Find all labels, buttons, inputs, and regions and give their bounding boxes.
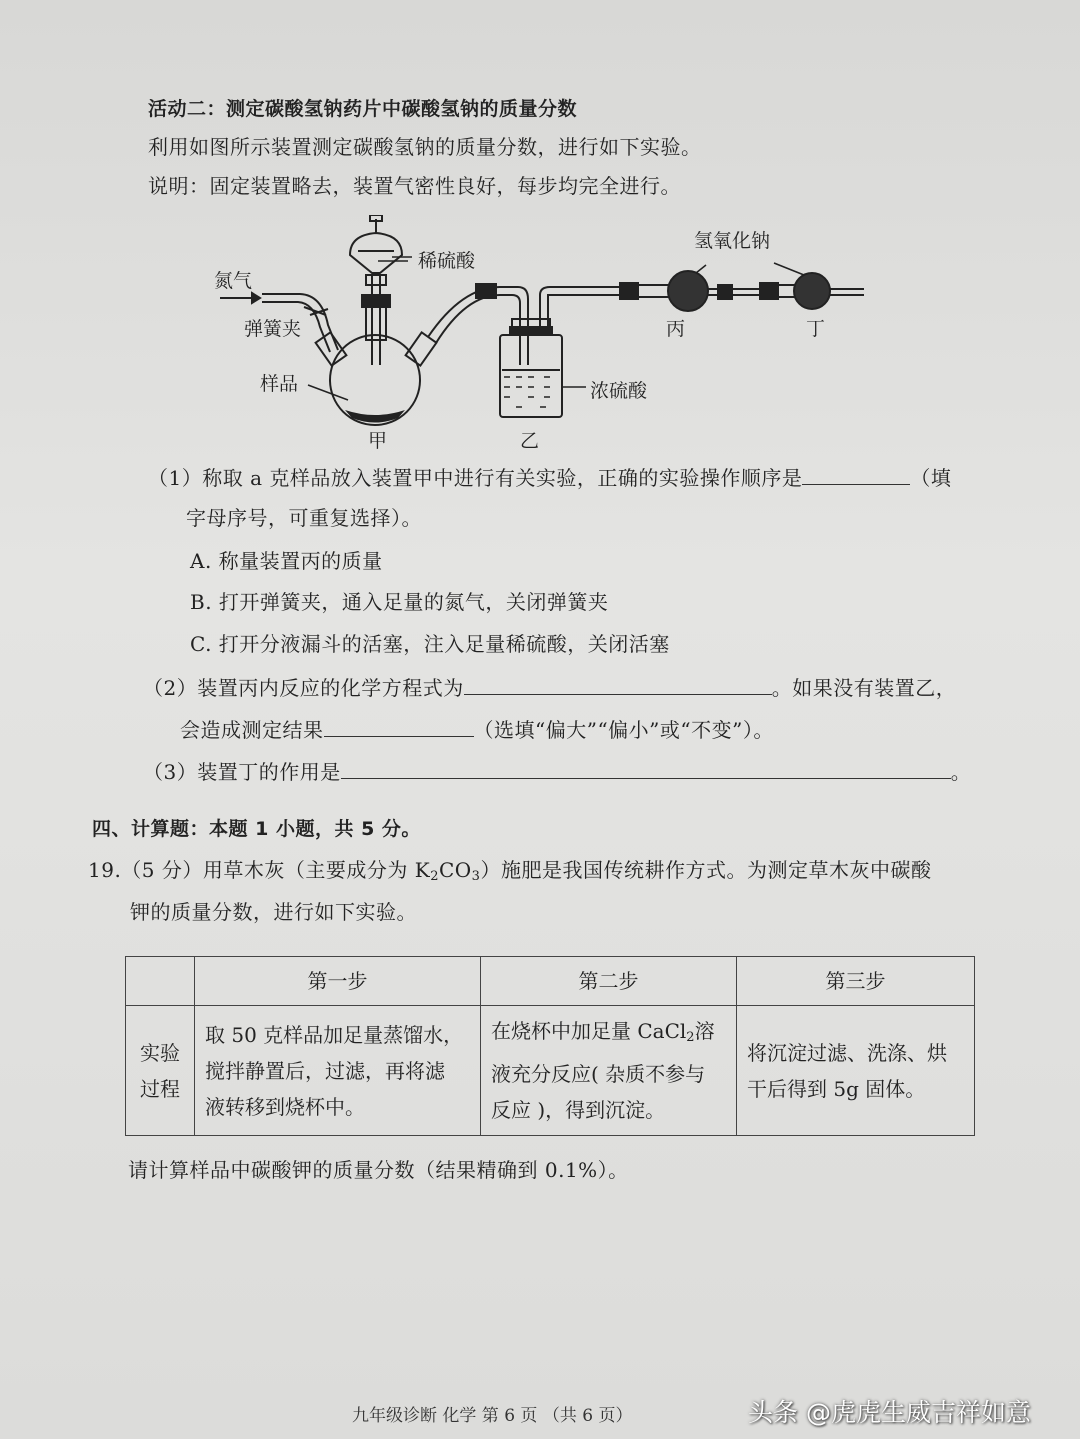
question-19 bbox=[88, 856, 931, 891]
label-ding: 丁 bbox=[806, 318, 826, 340]
watermark: 头条 @虎虎生威吉祥如意 bbox=[748, 1398, 1031, 1427]
table-cell-step2 bbox=[481, 1006, 737, 1136]
calc-prompt: 请计算样品中碳酸钾的质量分数（结果精确到 0.1%）。 bbox=[128, 1158, 629, 1182]
question-19-line2: 钾的质量分数，进行如下实验。 bbox=[130, 900, 417, 924]
step2-line3: 反应 )，得到沉淀。 bbox=[491, 1098, 666, 1122]
activity-title: 活动二：测定碳酸氢钠药片中碳酸氢钠的质量分数 bbox=[148, 98, 578, 120]
label-jia: 甲 bbox=[368, 430, 388, 452]
flask-jia bbox=[330, 335, 420, 425]
step3-line1: 将沉淀过滤、洗涤、烘 bbox=[747, 1040, 947, 1065]
table-row bbox=[126, 1006, 975, 1136]
row-label-line2: 过程 bbox=[140, 1076, 180, 1101]
step2-line2: 液充分反应( 杂质不参与 bbox=[491, 1062, 706, 1086]
answer-blank-3[interactable] bbox=[324, 714, 474, 737]
option-c: C. 打开分液漏斗的活塞，注入足量稀硫酸，关闭活塞 bbox=[190, 632, 670, 656]
question-2-line2-tail: （选填“偏大”“偏小”或“不变”）。 bbox=[473, 718, 774, 742]
question-1-tail: （填 bbox=[910, 466, 952, 490]
step2-line1-sub: 2 bbox=[686, 1030, 695, 1045]
question-2-line2 bbox=[180, 714, 774, 744]
answer-blank-2[interactable] bbox=[464, 672, 772, 695]
step1-line1: 取 50 克样品加足量蒸馏水， bbox=[205, 1022, 464, 1047]
answer-blank-1[interactable] bbox=[802, 462, 910, 485]
question-3-text: （3）装置丁的作用是 bbox=[143, 760, 341, 784]
table-header-step3: 第三步 bbox=[737, 957, 975, 1006]
bottle-yi bbox=[500, 335, 562, 417]
label-sample: 样品 bbox=[260, 373, 299, 395]
label-naoh: 氢氧化钠 bbox=[694, 230, 771, 252]
step1-line2: 搅拌静置后，过滤，再将滤 bbox=[205, 1058, 445, 1083]
drying-tube-bing bbox=[668, 271, 708, 311]
option-a: A. 称量装置丙的质量 bbox=[190, 549, 383, 573]
question-19-pre: 19.（5 分）用草木灰（主要成分为 K bbox=[88, 858, 431, 882]
label-conc-acid: 浓硫酸 bbox=[590, 380, 648, 402]
question-19-sub2: 3 bbox=[471, 869, 481, 884]
question-2-text: （2）装置丙内反应的化学方程式为 bbox=[143, 676, 464, 700]
question-19-mid: CO bbox=[438, 858, 472, 882]
table-header-row bbox=[126, 957, 975, 1006]
step1-line3: 液转移到烧杯中。 bbox=[205, 1094, 365, 1119]
question-2-tail: 。如果没有装置乙， bbox=[771, 676, 957, 700]
table-cell-step3 bbox=[737, 1006, 975, 1136]
drying-tube-ding bbox=[794, 273, 830, 309]
table-cell-step1 bbox=[195, 1006, 481, 1136]
step3-line2: 干后得到 5g 固体。 bbox=[747, 1076, 926, 1101]
question-1-text: （1）称取 a 克样品放入装置甲中进行有关实验，正确的实验操作顺序是 bbox=[148, 466, 803, 490]
label-clamp: 弹簧夹 bbox=[244, 318, 302, 340]
question-19-sub1: 2 bbox=[430, 869, 439, 884]
label-bing: 丙 bbox=[666, 318, 686, 340]
table-row-label bbox=[126, 1006, 195, 1136]
separatory-funnel bbox=[350, 233, 402, 273]
option-b: B. 打开弹簧夹，通入足量的氮气，关闭弹簧夹 bbox=[190, 590, 609, 614]
question-19-post: ）施肥是我国传统耕作方式。为测定草木灰中碳酸 bbox=[480, 858, 932, 882]
table-header-step2: 第二步 bbox=[481, 957, 737, 1006]
table-corner-cell bbox=[126, 957, 195, 1006]
step2-line1 bbox=[491, 1013, 726, 1056]
activity-intro: 利用如图所示装置测定碳酸氢钠的质量分数，进行如下实验。 bbox=[148, 135, 702, 159]
section-4-title: 四、计算题：本题 1 小题，共 5 分。 bbox=[92, 818, 421, 840]
page-footer: 九年级诊断 化学 第 6 页 （共 6 页） bbox=[352, 1406, 633, 1426]
label-nitrogen: 氮气 bbox=[214, 270, 253, 292]
apparatus-diagram bbox=[200, 215, 880, 455]
question-2-line2-pre: 会造成测定结果 bbox=[180, 718, 324, 742]
step2-line1-post: 溶 bbox=[694, 1019, 715, 1043]
question-3 bbox=[143, 756, 971, 786]
step2-line1-pre: 在烧杯中加足量 CaCl bbox=[491, 1019, 687, 1043]
answer-blank-4[interactable] bbox=[341, 756, 951, 779]
question-2 bbox=[143, 672, 956, 702]
label-dilute-acid: 稀硫酸 bbox=[418, 250, 476, 272]
question-3-tail: 。 bbox=[950, 760, 972, 784]
row-label-line1: 实验 bbox=[140, 1040, 180, 1065]
question-1-line2: 字母序号，可重复选择）。 bbox=[186, 506, 422, 530]
table-header-step1: 第一步 bbox=[195, 957, 481, 1006]
activity-note: 说明：固定装置略去，装置气密性良好，每步均完全进行。 bbox=[148, 174, 681, 198]
label-yi: 乙 bbox=[520, 430, 540, 452]
experiment-table bbox=[125, 956, 975, 1136]
question-1 bbox=[148, 462, 951, 492]
